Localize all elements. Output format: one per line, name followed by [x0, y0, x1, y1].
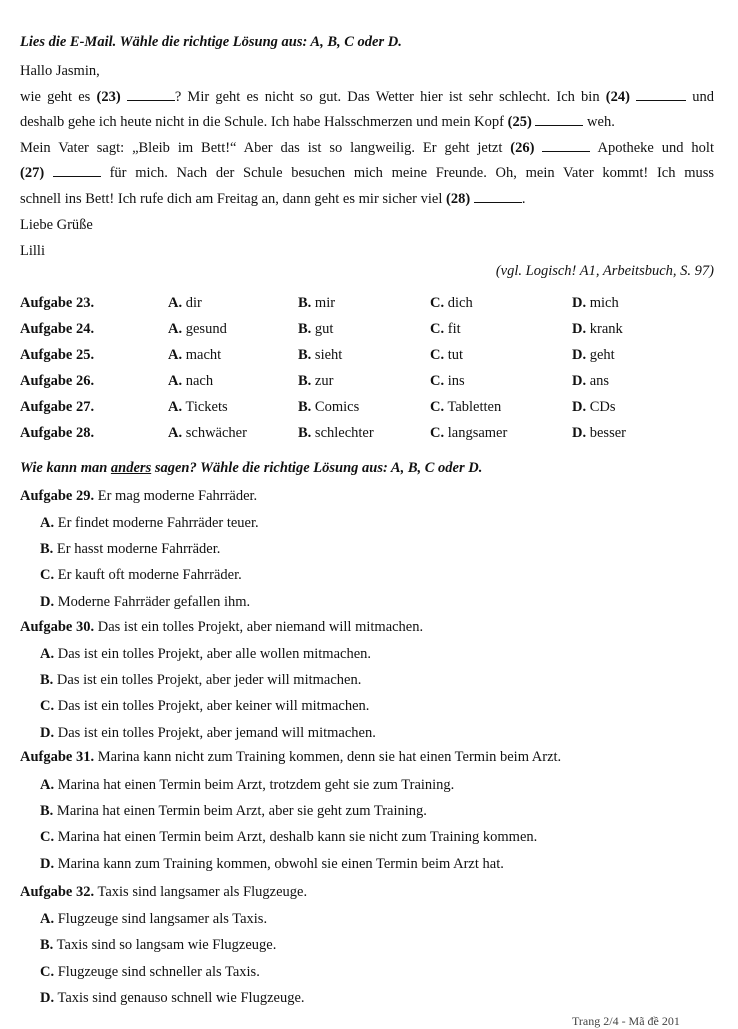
email-line-2: deshalb gehe ich heute nicht in die Schule. Ich habe Halsschmerzen und mein Kopf (25) weh.: [20, 114, 615, 130]
gap-number-27: (27): [20, 165, 45, 181]
option-c[interactable]: C. Tabletten: [430, 398, 502, 415]
answer-option-b[interactable]: B. Marina hat einen Termin beim Arzt, aber sie geht zum Training.: [40, 803, 427, 819]
task-row: [20, 342, 702, 368]
email-line-5: schnell ins Bett! Ich rufe dich am Freitag an, dann geht es mir sicher viel (28) .: [20, 191, 526, 207]
gap-blank-27: [53, 164, 101, 177]
option-b[interactable]: B. sieht: [298, 346, 343, 363]
option-c[interactable]: C. dich: [430, 294, 473, 311]
answer-option-b[interactable]: B. Er hasst moderne Fahrräder.: [40, 541, 221, 557]
task-label: Aufgabe 23.: [20, 294, 95, 311]
answer-option-a[interactable]: A. Er findet moderne Fahrräder teuer.: [40, 515, 259, 531]
multiple-choice-table: [20, 290, 702, 446]
answer-option-a[interactable]: A. Marina hat einen Termin beim Arzt, trotzdem geht sie zum Training.: [40, 777, 455, 793]
option-b[interactable]: B. zur: [298, 372, 334, 389]
gap-blank-23: [127, 88, 175, 101]
task-row: [20, 368, 702, 394]
answer-option-c[interactable]: C. Flugzeuge sind schneller als Taxis.: [40, 964, 260, 980]
gap-number-23: (23): [96, 89, 121, 105]
task-row: [20, 420, 702, 446]
gap-blank-25: [535, 113, 583, 126]
gap-number-24: (24): [605, 89, 630, 105]
option-c[interactable]: C. ins: [430, 372, 465, 389]
task-label: Aufgabe 24.: [20, 320, 95, 337]
gap-number-26: (26): [510, 140, 535, 156]
answer-option-d[interactable]: D. Taxis sind genauso schnell wie Flugzeuge.: [40, 990, 305, 1006]
answer-option-b[interactable]: B. Das ist ein tolles Projekt, aber jeder will mitmachen.: [40, 672, 362, 688]
option-a[interactable]: A. macht: [168, 346, 222, 363]
answer-option-d[interactable]: D. Das ist ein tolles Projekt, aber jemand will mitmachen.: [40, 725, 376, 741]
option-a[interactable]: A. gesund: [168, 320, 227, 337]
page-footer: Trang 2/4 - Mã đề 201: [572, 1014, 680, 1028]
email-signature: Lilli: [20, 243, 45, 259]
answer-option-b[interactable]: B. Taxis sind so langsam wie Flugzeuge.: [40, 937, 277, 953]
question-32: Aufgabe 32. Taxis sind langsamer als Flugzeuge.: [20, 884, 308, 900]
option-a[interactable]: A. dir: [168, 294, 202, 311]
option-b[interactable]: B. schlechter: [298, 424, 374, 441]
option-b[interactable]: B. gut: [298, 320, 334, 337]
gap-blank-28: [474, 190, 522, 203]
answer-option-c[interactable]: C. Das ist ein tolles Projekt, aber keiner will mitmachen.: [40, 698, 370, 714]
email-closing: Liebe Grüße: [20, 217, 93, 233]
option-a[interactable]: A. schwächer: [168, 424, 247, 441]
option-c[interactable]: C. tut: [430, 346, 464, 363]
option-b[interactable]: B. mir: [298, 294, 336, 311]
option-c[interactable]: C. fit: [430, 320, 461, 337]
task-row: [20, 316, 702, 342]
gap-blank-26: [542, 139, 590, 152]
option-d[interactable]: D. geht: [572, 346, 615, 363]
email-line-4: (27) für mich. Nach der Schule besuchen mich meine Freunde. Oh, mein Vater kommt! Ich muss: [20, 165, 715, 181]
answer-option-c[interactable]: C. Er kauft oft moderne Fahrräder.: [40, 567, 242, 583]
email-line-3: Mein Vater sagt: „Bleib im Bett!“ Aber das ist so langweilig. Er geht jetzt (26) Apotheke und holt: [20, 140, 714, 156]
option-d[interactable]: D. krank: [572, 320, 623, 337]
answer-option-d[interactable]: D. Marina kann zum Training kommen, obwohl sie einen Termin beim Arzt hat.: [40, 856, 504, 872]
gap-number-28: (28): [446, 191, 471, 207]
gap-number-25: (25): [507, 114, 532, 130]
task-label: Aufgabe 28.: [20, 424, 95, 441]
question-31: Aufgabe 31. Marina kann nicht zum Training kommen, denn sie hat einen Termin beim Arzt.: [20, 749, 562, 765]
option-d[interactable]: D. CDs: [572, 398, 616, 415]
task-label: Aufgabe 26.: [20, 372, 95, 389]
email-greeting: Hallo Jasmin,: [20, 63, 100, 79]
section1-instruction: Lies die E-Mail. Wähle die richtige Lösung aus: A, B, C oder D.: [20, 34, 402, 50]
task-row: [20, 394, 702, 420]
section2-instruction: Wie kann man anders sagen? Wähle die richtige Lösung aus: A, B, C oder D.: [20, 460, 483, 476]
question-30: Aufgabe 30. Das ist ein tolles Projekt, aber niemand will mitmachen.: [20, 619, 424, 635]
option-b[interactable]: B. Comics: [298, 398, 360, 415]
task-label: Aufgabe 25.: [20, 346, 95, 363]
gap-blank-24: [636, 88, 686, 101]
option-c[interactable]: C. langsamer: [430, 424, 508, 441]
option-a[interactable]: A. Tickets: [168, 398, 228, 415]
option-d[interactable]: D. ans: [572, 372, 610, 389]
source-citation: (vgl. Logisch! A1, Arbeitsbuch, S. 97): [495, 263, 714, 279]
task-label: Aufgabe 27.: [20, 398, 95, 415]
task-row: [20, 290, 702, 316]
answer-option-a[interactable]: A. Das ist ein tolles Projekt, aber alle wollen mitmachen.: [40, 646, 372, 662]
answer-option-d[interactable]: D. Moderne Fahrräder gefallen ihm.: [40, 594, 251, 610]
answer-option-a[interactable]: A. Flugzeuge sind langsamer als Taxis.: [40, 911, 268, 927]
option-d[interactable]: D. besser: [572, 424, 626, 441]
answer-option-c[interactable]: C. Marina hat einen Termin beim Arzt, deshalb kann sie nicht zum Training kommen.: [40, 829, 538, 845]
option-a[interactable]: A. nach: [168, 372, 214, 389]
option-d[interactable]: D. mich: [572, 294, 619, 311]
email-line-1: wie geht es (23) ? Mir geht es nicht so gut. Das Wetter hier ist sehr schlecht. Ich bin (24) und: [20, 89, 715, 105]
question-29: Aufgabe 29. Er mag moderne Fahrräder.: [20, 488, 258, 504]
